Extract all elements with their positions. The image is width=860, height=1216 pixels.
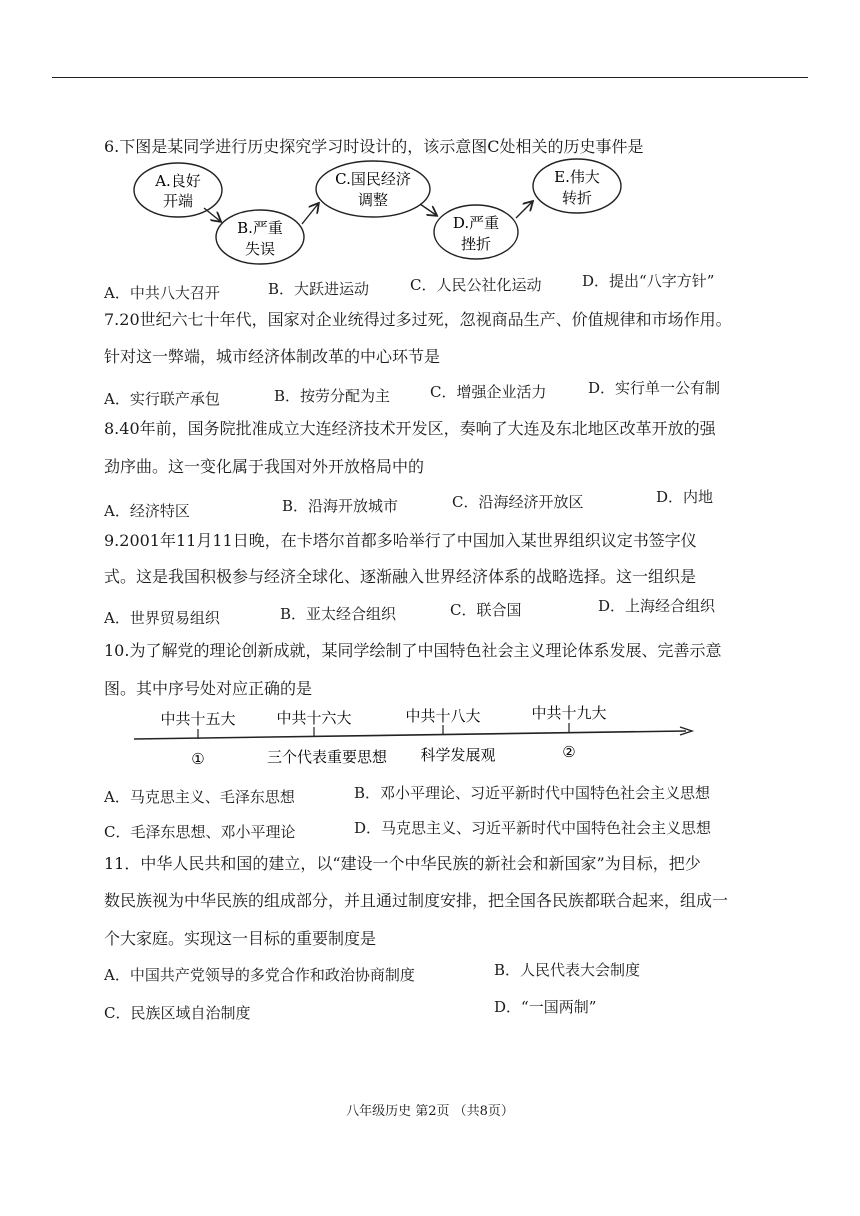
q6-option-d: D．提出“八字方针” (582, 272, 715, 290)
node-b-line1: B.严重 (237, 219, 283, 237)
q9-option-a: A．世界贸易组织 (104, 609, 220, 627)
node-b (216, 210, 304, 264)
q11-option-a: A．中国共产党领导的多党合作和政治协商制度 (104, 966, 415, 984)
q8-option-a: A．经济特区 (104, 502, 190, 520)
q9-option-d: D．上海经合组织 (598, 597, 716, 615)
q8-option-d: D．内地 (656, 488, 714, 506)
q8-option-b: B．沿海开放城市 (282, 497, 399, 515)
q11-option-d: D．“一国两制” (494, 998, 597, 1016)
q8-stem-line2: 劲序曲。这一变化属于我国对外开放格局中的 (104, 457, 425, 476)
q10-timeline (130, 704, 700, 774)
q11-stem-line1: 11．中华人民共和国的建立，以“建设一个中华民族的新社会和新国家”为目标，把少 (104, 854, 701, 873)
timeline-scientific-outlook: 科学发展观 (420, 746, 496, 764)
node-d-line2: 挫折 (460, 235, 492, 253)
q10-option-d: D．马克思主义、习近平新时代中国特色社会主义思想 (354, 819, 712, 837)
q10-option-b: B．邓小平理论、习近平新时代中国特色社会主义思想 (354, 784, 711, 802)
q11-option-b: B．人民代表大会制度 (494, 961, 641, 979)
q7-option-d: D．实行单一公有制 (588, 379, 721, 397)
node-b-line2: 失误 (244, 240, 276, 258)
q8-option-c: C．沿海经济开放区 (452, 493, 584, 511)
q10-option-a: A．马克思主义、毛泽东思想 (104, 788, 295, 806)
q10-stem-line1: 10.为了解党的理论创新成就，某同学绘制了中国特色社会主义理论体系发展、完善示意 (104, 641, 722, 660)
node-c (316, 161, 430, 217)
node-d-line1: D.严重 (452, 214, 500, 232)
arrow-d-e (516, 202, 532, 218)
q9-option-b: B．亚太经合组织 (280, 605, 397, 623)
q6-option-a: A．中共八大召开 (104, 284, 220, 302)
header-rule (52, 77, 808, 78)
q11-stem-line2: 数民族视为中华民族的组成部分，并且通过制度安排，把全国各民族都联合起来，组成一 (104, 891, 729, 910)
arrow-c-d (420, 204, 436, 215)
node-c-line1: C.国民经济 (335, 170, 411, 188)
q7-option-b: B．按劳分配为主 (274, 387, 391, 405)
q11-option-c: C．民族区域自治制度 (104, 1004, 251, 1022)
node-a (134, 163, 222, 217)
node-a-line1: A.良好 (155, 172, 201, 190)
timeline-axis (134, 731, 686, 739)
timeline-slot-1: ① (191, 750, 205, 768)
timeline-label-19: 中共十九大 (531, 704, 607, 722)
node-e (533, 159, 621, 213)
q7-option-c: C．增强企业活力 (430, 383, 547, 401)
node-c-line2: 调整 (357, 191, 389, 209)
timeline-slot-2: ② (562, 743, 576, 761)
timeline-three-represents: 三个代表重要思想 (266, 748, 388, 766)
timeline-label-15: 中共十五大 (160, 710, 236, 728)
q11-stem-line3: 个大家庭。实现这一目标的重要制度是 (104, 929, 377, 948)
node-e-line1: E.伟大 (554, 168, 600, 186)
page-footer: 八年级历史 第2页 （共8页） (346, 1104, 514, 1119)
q7-stem-line1: 7.20世纪六七十年代，国家对企业统得过多过死，忽视商品生产、价值规律和市场作用。 (104, 310, 732, 329)
q9-stem-line2: 式。这是我国积极参与经济全球化、逐渐融入世界经济体系的战略选择。这一组织是 (104, 567, 697, 586)
q9-option-c: C．联合国 (450, 601, 522, 619)
node-a-line2: 开端 (162, 192, 194, 210)
q10-stem-line2: 图。其中序号处对应正确的是 (104, 679, 313, 698)
node-e-line2: 转折 (561, 189, 593, 207)
q6-stem: 6.下图是某同学进行历史探究学习时设计的，该示意图C处相关的历史事件是 (104, 137, 644, 156)
q7-stem-line2: 针对这一弊端，城市经济体制改革的中心环节是 (104, 347, 441, 366)
q6-option-b: B．大跃进运动 (268, 280, 370, 298)
timeline-label-18: 中共十八大 (405, 707, 481, 725)
arrow-a-b (204, 208, 220, 221)
q9-stem-line1: 9.2001年11月11日晚，在卡塔尔首都多哈举行了中国加入某世界组织议定书签字仪 (104, 531, 697, 550)
q7-option-a: A．实行联产承包 (104, 390, 220, 408)
node-d (434, 205, 518, 259)
timeline-label-16: 中共十六大 (276, 709, 352, 727)
q10-option-c: C．毛泽东思想、邓小平理论 (104, 823, 296, 841)
q6-option-c: C．人民公社化运动 (410, 276, 542, 294)
q8-stem-line1: 8.40年前，国务院批准成立大连经济技术开发区，奏响了大连及东北地区改革开放的强 (104, 419, 716, 438)
arrow-b-c (302, 204, 318, 224)
q6-flow-diagram (120, 158, 640, 273)
